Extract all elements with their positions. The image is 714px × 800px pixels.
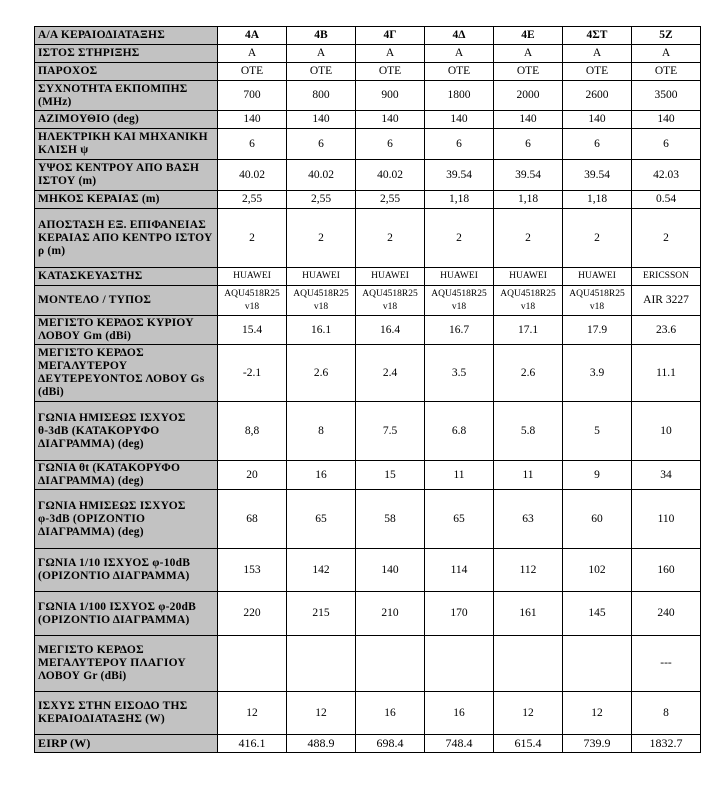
cell-value: 9 [563,461,632,490]
table-row [35,160,701,191]
cell-value: 140 [494,111,563,129]
cell-value: HUAWEI [218,268,287,286]
cell-value: 11.1 [632,345,701,402]
cell-value: 16.4 [356,316,425,345]
cell-value [287,636,356,692]
cell-value: 140 [563,111,632,129]
table-row [35,636,701,692]
cell-value: 3.9 [563,345,632,402]
cell-value: 6 [356,129,425,160]
cell-value: 5Ζ [632,27,701,45]
cell-value: 17.9 [563,316,632,345]
cell-value: -2.1 [218,345,287,402]
cell-value: 800 [287,81,356,111]
cell-value: 2.4 [356,345,425,402]
cell-value: 2000 [494,81,563,111]
cell-value: 4Α [218,27,287,45]
cell-value: --- [632,636,701,692]
cell-value: Α [563,45,632,63]
cell-value: 15.4 [218,316,287,345]
cell-value: Α [425,45,494,63]
cell-value: 114 [425,549,494,592]
cell-value: Α [287,45,356,63]
row-label: ΗΛΕΚΤΡΙΚΗ ΚΑΙ ΜΗΧΑΝΙΚΗ ΚΛΙΣΗ ψ [35,129,218,160]
cell-value: 34 [632,461,701,490]
table-row [35,735,701,753]
cell-value: 2 [287,209,356,268]
table-row [35,111,701,129]
cell-value: 16.1 [287,316,356,345]
cell-value: HUAWEI [287,268,356,286]
row-label: ΙΣΧΥΣ ΣΤΗΝ ΕΙΣΟΔΟ ΤΗΣ ΚΕΡΑΙΟΔΙΑΤΑΞΗΣ (W) [35,692,218,735]
cell-value: 416.1 [218,735,287,753]
cell-value: 40.02 [218,160,287,191]
cell-value: 6.8 [425,402,494,461]
table-row [35,592,701,636]
cell-value: 1,18 [425,191,494,209]
cell-value: 739.9 [563,735,632,753]
cell-value: 2600 [563,81,632,111]
table-row [35,286,701,316]
cell-value: 2.6 [494,345,563,402]
cell-value: 4Γ [356,27,425,45]
cell-value: AQU4518R25 v18 [494,286,563,316]
cell-value: HUAWEI [563,268,632,286]
cell-value: 11 [425,461,494,490]
table-row [35,191,701,209]
cell-value: 40.02 [287,160,356,191]
cell-value: 68 [218,490,287,549]
cell-value: 748.4 [425,735,494,753]
cell-value: 3.5 [425,345,494,402]
cell-value: AQU4518R25 v18 [356,286,425,316]
cell-value: 615.4 [494,735,563,753]
cell-value: 215 [287,592,356,636]
cell-value: Α [218,45,287,63]
cell-value: 240 [632,592,701,636]
cell-value: AQU4518R25 v18 [218,286,287,316]
cell-value: 6 [218,129,287,160]
cell-value: ΟΤΕ [287,63,356,81]
cell-value: 42.03 [632,160,701,191]
row-label: ΑΖΙΜΟΥΘΙΟ (deg) [35,111,218,129]
cell-value: 2 [356,209,425,268]
table-row [35,268,701,286]
cell-value: 2,55 [218,191,287,209]
cell-value: AQU4518R25 v18 [563,286,632,316]
cell-value: Α [494,45,563,63]
cell-value: 4Β [287,27,356,45]
cell-value: 140 [425,111,494,129]
cell-value: Α [632,45,701,63]
cell-value: 3500 [632,81,701,111]
cell-value: 6 [563,129,632,160]
cell-value: 4Ε [494,27,563,45]
table-row [35,81,701,111]
cell-value: 698.4 [356,735,425,753]
row-label: ΜΗΚΟΣ ΚΕΡΑΙΑΣ (m) [35,191,218,209]
cell-value: 20 [218,461,287,490]
cell-value: 10 [632,402,701,461]
table-row [35,209,701,268]
row-label: ΓΩΝΙΑ θt (ΚΑΤΑΚΟΡΥΦΟ ΔΙΑΓΡΑΜΜΑ) (deg) [35,461,218,490]
cell-value: 12 [287,692,356,735]
cell-value: 2 [632,209,701,268]
row-label: ΜΕΓΙΣΤΟ ΚΕΡΔΟΣ ΚΥΡΙΟΥ ΛΟΒΟΥ Gm (dBi) [35,316,218,345]
cell-value: 220 [218,592,287,636]
row-label: ΓΩΝΙΑ ΗΜΙΣΕΩΣ ΙΣΧΥΟΣ θ-3dB (ΚΑΤΑΚΟΡΥΦΟ ΔΙΑΓΡΑΜΜΑ) (deg) [35,402,218,461]
cell-value: 6 [632,129,701,160]
cell-value: 0.54 [632,191,701,209]
row-label: ΓΩΝΙΑ ΗΜΙΣΕΩΣ ΙΣΧΥΟΣ φ-3dB (ΟΡΙΖΟΝΤΙΟ ΔΙΑΓΡΑΜΜΑ) (deg) [35,490,218,549]
cell-value: 4ΣΤ [563,27,632,45]
cell-value: ΟΤΕ [632,63,701,81]
table-row [35,692,701,735]
row-label: EIRP (W) [35,735,218,753]
cell-value: 8 [287,402,356,461]
cell-value: 1800 [425,81,494,111]
cell-value [494,636,563,692]
cell-value: HUAWEI [494,268,563,286]
cell-value: 15 [356,461,425,490]
cell-value: 5 [563,402,632,461]
cell-value: 140 [356,111,425,129]
cell-value: 65 [287,490,356,549]
cell-value: 488.9 [287,735,356,753]
cell-value: 140 [356,549,425,592]
cell-value: 2 [218,209,287,268]
cell-value: 60 [563,490,632,549]
cell-value: 170 [425,592,494,636]
cell-value: 11 [494,461,563,490]
cell-value: 8 [632,692,701,735]
row-label: ΓΩΝΙΑ 1/10 ΙΣΧΥΟΣ φ-10dB (ΟΡΙΖΟΝΤΙΟ ΔΙΑΓΡΑΜΜΑ) [35,549,218,592]
row-label: ΜΟΝΤΕΛΟ / ΤΥΠΟΣ [35,286,218,316]
cell-value: 153 [218,549,287,592]
cell-value: 145 [563,592,632,636]
cell-value: 65 [425,490,494,549]
cell-value: 2.6 [287,345,356,402]
cell-value: 210 [356,592,425,636]
cell-value: ΟΤΕ [356,63,425,81]
table-row [35,63,701,81]
cell-value: HUAWEI [356,268,425,286]
cell-value: 1,18 [563,191,632,209]
table-row [35,27,701,45]
cell-value [563,636,632,692]
cell-value: 2,55 [356,191,425,209]
cell-value: 1,18 [494,191,563,209]
table-row [35,129,701,160]
cell-value: 900 [356,81,425,111]
cell-value: Α [356,45,425,63]
row-label: ΜΕΓΙΣΤΟ ΚΕΡΔΟΣ ΜΕΓΑΛΥΤΕΡΟΥ ΠΛΑΓΙΟΥ ΛΟΒΟΥ Gr (dBi) [35,636,218,692]
cell-value: 2 [563,209,632,268]
cell-value: 39.54 [563,160,632,191]
cell-value: 23.6 [632,316,701,345]
row-label: ΣΥΧΝΟΤΗΤΑ ΕΚΠΟΜΠΗΣ (MHz) [35,81,218,111]
cell-value: ΟΤΕ [425,63,494,81]
document-page [34,26,701,753]
cell-value: AIR 3227 [632,286,701,316]
row-label: ΜΕΓΙΣΤΟ ΚΕΡΔΟΣ ΜΕΓΑΛΥΤΕΡΟΥ ΔΕΥΤΕΡΕΥΟΝΤΟΣ ΛΟΒΟΥ Gs (dBi) [35,345,218,402]
table-row [35,45,701,63]
cell-value: 1832.7 [632,735,701,753]
cell-value: ERICSSON [632,268,701,286]
cell-value: 700 [218,81,287,111]
row-label: ΑΠΟΣΤΑΣΗ ΕΞ. ΕΠΙΦΑΝΕΙΑΣ ΚΕΡΑΙΑΣ ΑΠΟ ΚΕΝΤΡΟ ΙΣΤΟΥ ρ (m) [35,209,218,268]
cell-value: 140 [287,111,356,129]
cell-value: 160 [632,549,701,592]
cell-value: 40.02 [356,160,425,191]
cell-value: 8,8 [218,402,287,461]
cell-value: 6 [494,129,563,160]
cell-value: 6 [425,129,494,160]
cell-value: 5.8 [494,402,563,461]
cell-value: 2 [425,209,494,268]
table-row [35,461,701,490]
table-row [35,549,701,592]
cell-value: 102 [563,549,632,592]
cell-value: 2,55 [287,191,356,209]
cell-value: 39.54 [425,160,494,191]
cell-value: 16 [356,692,425,735]
antenna-specifications-table [34,26,701,753]
cell-value: 161 [494,592,563,636]
cell-value [218,636,287,692]
table-row [35,490,701,549]
cell-value: ΟΤΕ [563,63,632,81]
cell-value: AQU4518R25 v18 [287,286,356,316]
cell-value: 39.54 [494,160,563,191]
cell-value: 16 [425,692,494,735]
cell-value: 4Δ [425,27,494,45]
cell-value: 16 [287,461,356,490]
cell-value: 140 [632,111,701,129]
row-label: ΙΣΤΟΣ ΣΤΗΡΙΞΗΣ [35,45,218,63]
cell-value: 2 [494,209,563,268]
cell-value: 17.1 [494,316,563,345]
row-label: Α/Α ΚΕΡΑΙΟΔΙΑΤΑΞΗΣ [35,27,218,45]
cell-value: 110 [632,490,701,549]
row-label: ΥΨΟΣ ΚΕΝΤΡΟΥ ΑΠΟ ΒΑΣΗ ΙΣΤΟΥ (m) [35,160,218,191]
cell-value: 6 [287,129,356,160]
row-label: ΓΩΝΙΑ 1/100 ΙΣΧΥΟΣ φ-20dB (ΟΡΙΖΟΝΤΙΟ ΔΙΑΓΡΑΜΜΑ) [35,592,218,636]
cell-value: 12 [494,692,563,735]
cell-value: 7.5 [356,402,425,461]
table-row [35,345,701,402]
cell-value: AQU4518R25 v18 [425,286,494,316]
cell-value: 16.7 [425,316,494,345]
row-label: ΚΑΤΑΣΚΕΥΑΣΤΗΣ [35,268,218,286]
cell-value: 58 [356,490,425,549]
cell-value: 12 [563,692,632,735]
cell-value [356,636,425,692]
row-label: ΠΑΡΟΧΟΣ [35,63,218,81]
cell-value: ΟΤΕ [218,63,287,81]
cell-value: 63 [494,490,563,549]
cell-value: 12 [218,692,287,735]
cell-value: HUAWEI [425,268,494,286]
table-row [35,316,701,345]
table-row [35,402,701,461]
cell-value [425,636,494,692]
cell-value: 142 [287,549,356,592]
cell-value: ΟΤΕ [494,63,563,81]
cell-value: 140 [218,111,287,129]
cell-value: 112 [494,549,563,592]
